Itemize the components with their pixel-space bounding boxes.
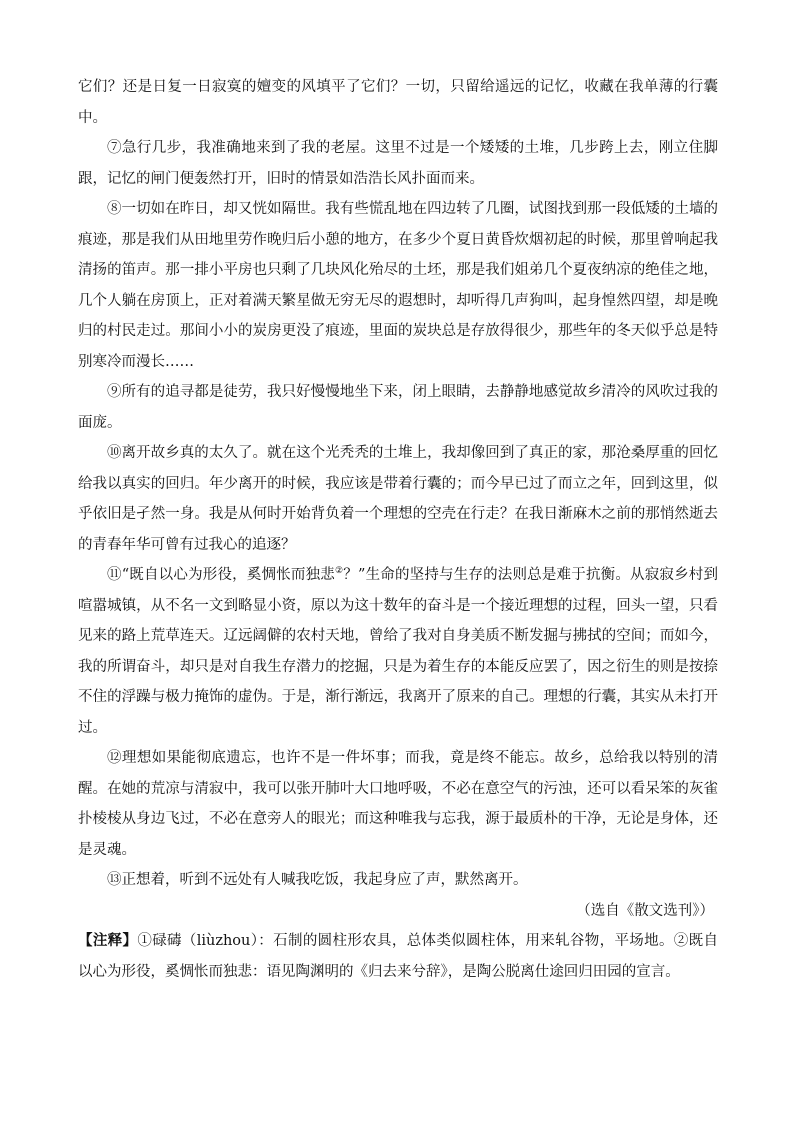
annotation-notes: [78, 926, 718, 987]
paragraph-11-quote: ⑪“既自以心为形役，奚惆怅而独悲: [107, 567, 335, 583]
paragraph-7: ⑦急行几步，我准确地来到了我的老屋。这里不过是一个矮矮的土堆，几步跨上去，刚立住脚跟，记忆的闸门便轰然打开，旧时的情景如浩浩长风扑面而来。: [78, 140, 718, 187]
paragraph-9: ⑨所有的追寻都是徒劳，我只好慢慢地坐下来，闭上眼睛，去静静地感觉故乡清冷的风吹过我的面庞。: [78, 384, 718, 431]
paragraph-continuation: 它们？还是日复一日寂寞的嬗变的风填平了它们？一切，只留给遥远的记忆，收藏在我单薄的行囊中。: [78, 79, 718, 126]
paragraph-8: ⑧一切如在昨日，却又恍如隔世。我有些慌乱地在四边转了几圈，试图找到那一段低矮的土墙的痕迹，那是我们从田地里劳作晚归后小憩的地方，在多少个夏日黄昏炊烟初起的时候，那里曾响起我清扬的笛声。那一排小平房也只剩了几块风化殆尽的土坯，那是我们姐弟几个夏夜纳凉的绝佳之地，几个人躺在房顶上，正对着满天繁星做无穷无尽的遐想时，却听得几声狗叫，起身惶然四望，却是晚归的村民走过。那间小小的炭房更没了痕迹，里面的炭块总是存放得很少，那些年的冬天似乎总是特别寒冷而漫长……: [78, 201, 718, 370]
footnote-ref-2: ②: [335, 566, 344, 577]
source-citation: （选自《散文选刊》）: [576, 902, 714, 919]
paragraph-10: ⑩离开故乡真的太久了。就在这个光秃秃的土堆上，我却像回到了真正的家，那沧桑厚重的回忆给我以真实的回归。年少离开的时候，我应该是带着行囊的；而今早已过了而立之年，回到这里，似乎依旧是孑然一身。我是从何时开始背负着一个理想的空壳在行走？在我日渐麻木之前的那悄然逝去的青春年华可曾有过我心的追逐？: [78, 445, 718, 553]
notes-text: ①碌碡（liùzhou）：石制的圆柱形农具，总体类似圆柱体，用来轧谷物，平场地。②既自以心为形役，奚惆怅而独悲：语见陶渊明的《归去来兮辞》，是陶公脱离仕途回归田园的宣言。: [78, 933, 718, 980]
paragraph-11-body: ？”生命的坚持与生存的法则总是难于抗衡。从寂寂乡村到喧嚣城镇，从不名一文到略显小资，原以为这十数年的奋斗是一个接近理想的过程，回头一望，只看见来的路上荒草连天。辽远阔僻的农村天地，曾给了我对自身美质不断发掘与拂拭的空间；而如今，我的所谓奋斗，却只是对自我生存潜力的挖掘，只是为着生存的本能反应罢了，因之衍生的则是按捺不住的浮躁与极力掩饰的虚伪。于是，渐行渐远，我离开了原来的自己。理想的行囊，其实从未打开过。: [78, 567, 718, 736]
paragraph-11: [78, 560, 718, 743]
paragraph-13: ⑬正想着，听到不远处有人喊我吃饭，我起身应了声，默然离开。: [107, 872, 528, 888]
paragraph-12: ⑫理想如果能彻底遗忘，也许不是一件坏事；而我，竟是终不能忘。故乡，总给我以特别的清醒。在她的荒凉与清寂中，我可以张开肺叶大口地呼吸，不必在意空气的污浊，还可以看呆笨的灰雀扑棱棱从身边飞过，不必在意旁人的眼光；而这种唯我与忘我，源于最质朴的干净，无论是身体，还是灵魂。: [78, 750, 718, 858]
notes-label: 【注释】: [78, 932, 138, 949]
article-body: [78, 72, 718, 987]
